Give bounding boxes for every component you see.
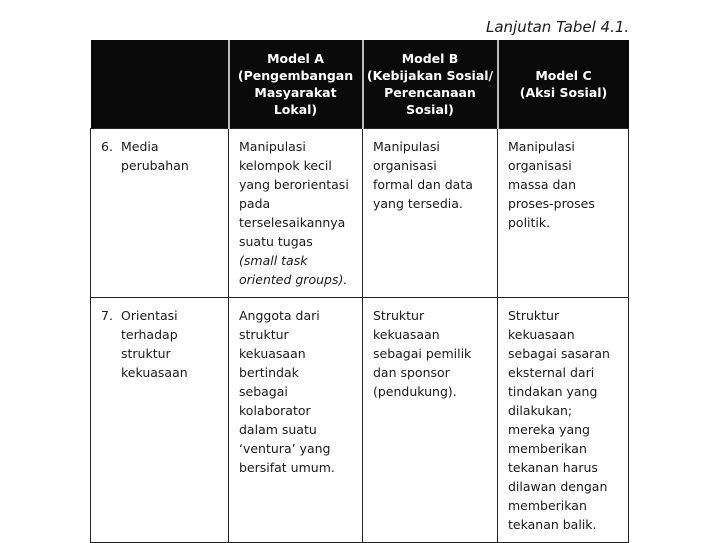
row-label-cell bbox=[91, 298, 229, 543]
text-line: kekuasaan bbox=[508, 327, 575, 342]
text-line: memberikan bbox=[508, 441, 587, 456]
model-b-cell bbox=[363, 129, 498, 298]
text-line: yang tersedia. bbox=[373, 196, 463, 211]
text-line: memberikan bbox=[508, 498, 587, 513]
comparison-table bbox=[90, 40, 629, 543]
text-line: Media bbox=[121, 139, 159, 154]
text-line: organisasi bbox=[508, 158, 572, 173]
text-line: pada bbox=[239, 196, 271, 211]
text-line: Orientasi bbox=[121, 308, 178, 323]
text-line: perubahan bbox=[121, 158, 189, 173]
text-line: massa dan bbox=[508, 177, 577, 192]
text-line: dilawan dengan bbox=[508, 479, 608, 494]
text-line: dalam suatu bbox=[239, 422, 317, 437]
text-line: yang berorientasi bbox=[239, 177, 349, 192]
text-line: Manipulasi bbox=[239, 139, 306, 154]
text-line: Anggota dari bbox=[239, 308, 320, 323]
text-line: Lokal) bbox=[273, 102, 318, 117]
text-line: mereka yang bbox=[508, 422, 590, 437]
text-line: Masyarakat bbox=[254, 85, 337, 100]
row-label bbox=[121, 306, 188, 382]
text-line: kelompok kecil bbox=[239, 158, 332, 173]
model-a-cell bbox=[229, 298, 363, 543]
text-line: sebagai bbox=[239, 384, 288, 399]
text-line: Model A bbox=[267, 51, 324, 66]
header-empty bbox=[91, 40, 229, 129]
text-line: tindakan yang bbox=[508, 384, 598, 399]
text-line: Manipulasi bbox=[373, 139, 440, 154]
table-caption: Lanjutan Tabel 4.1. bbox=[486, 18, 630, 36]
text-line: kekuasaan bbox=[373, 327, 440, 342]
text-line: Sosial) bbox=[406, 102, 454, 117]
text-line: Perencanaan bbox=[384, 85, 476, 100]
text-line: eksternal dari bbox=[508, 365, 595, 380]
header-model-a bbox=[229, 40, 363, 129]
row-number: 7. bbox=[101, 308, 113, 323]
text-line: Manipulasi bbox=[508, 139, 575, 154]
text-line: ‘ventura’ yang bbox=[239, 441, 331, 456]
model-a-cell bbox=[229, 129, 363, 298]
text-line: Struktur bbox=[373, 308, 425, 323]
text-line: dilakukan; bbox=[508, 403, 573, 418]
header-model-c bbox=[498, 40, 629, 129]
table-row bbox=[91, 298, 629, 543]
text-line: Model B bbox=[401, 51, 459, 66]
row-label-cell bbox=[91, 129, 229, 298]
text-line: formal dan data bbox=[373, 177, 473, 192]
text-line: (Aksi Sosial) bbox=[519, 85, 608, 100]
text-line: (pendukung). bbox=[373, 384, 457, 399]
text-line: oriented groups). bbox=[239, 272, 348, 287]
text-line: proses-proses bbox=[508, 196, 595, 211]
header-model-b bbox=[363, 40, 498, 129]
table-row bbox=[91, 129, 629, 298]
text-line: (Kebijakan Sosial/ bbox=[366, 68, 494, 83]
text-line: (Pengembangan bbox=[237, 68, 354, 83]
header-row bbox=[91, 40, 629, 129]
text-line: terhadap bbox=[121, 327, 178, 342]
model-c-cell bbox=[498, 298, 629, 543]
text-line: tekanan balik. bbox=[508, 517, 597, 532]
text-line: (small task bbox=[239, 253, 308, 268]
text-line: Struktur bbox=[508, 308, 560, 323]
text-line: organisasi bbox=[373, 158, 437, 173]
text-line: struktur bbox=[121, 346, 171, 361]
text-line: bertindak bbox=[239, 365, 299, 380]
text-line: kolaborator bbox=[239, 403, 311, 418]
row-label bbox=[121, 137, 189, 175]
text-line: terselesaikannya bbox=[239, 215, 346, 230]
text-line: politik. bbox=[508, 215, 551, 230]
text-line: sebagai pemilik bbox=[373, 346, 472, 361]
text-line: struktur bbox=[239, 327, 289, 342]
text-line: Model C bbox=[535, 68, 592, 83]
model-b-cell bbox=[363, 298, 498, 543]
text-line: kekuasaan bbox=[121, 365, 188, 380]
model-c-cell bbox=[498, 129, 629, 298]
text-line: tekanan harus bbox=[508, 460, 598, 475]
text-line: kekuasaan bbox=[239, 346, 306, 361]
text-line: dan sponsor bbox=[373, 365, 450, 380]
row-number: 6. bbox=[101, 139, 113, 154]
text-line: bersifat umum. bbox=[239, 460, 335, 475]
text-line: sebagai sasaran bbox=[508, 346, 610, 361]
text-line: suatu tugas bbox=[239, 234, 313, 249]
